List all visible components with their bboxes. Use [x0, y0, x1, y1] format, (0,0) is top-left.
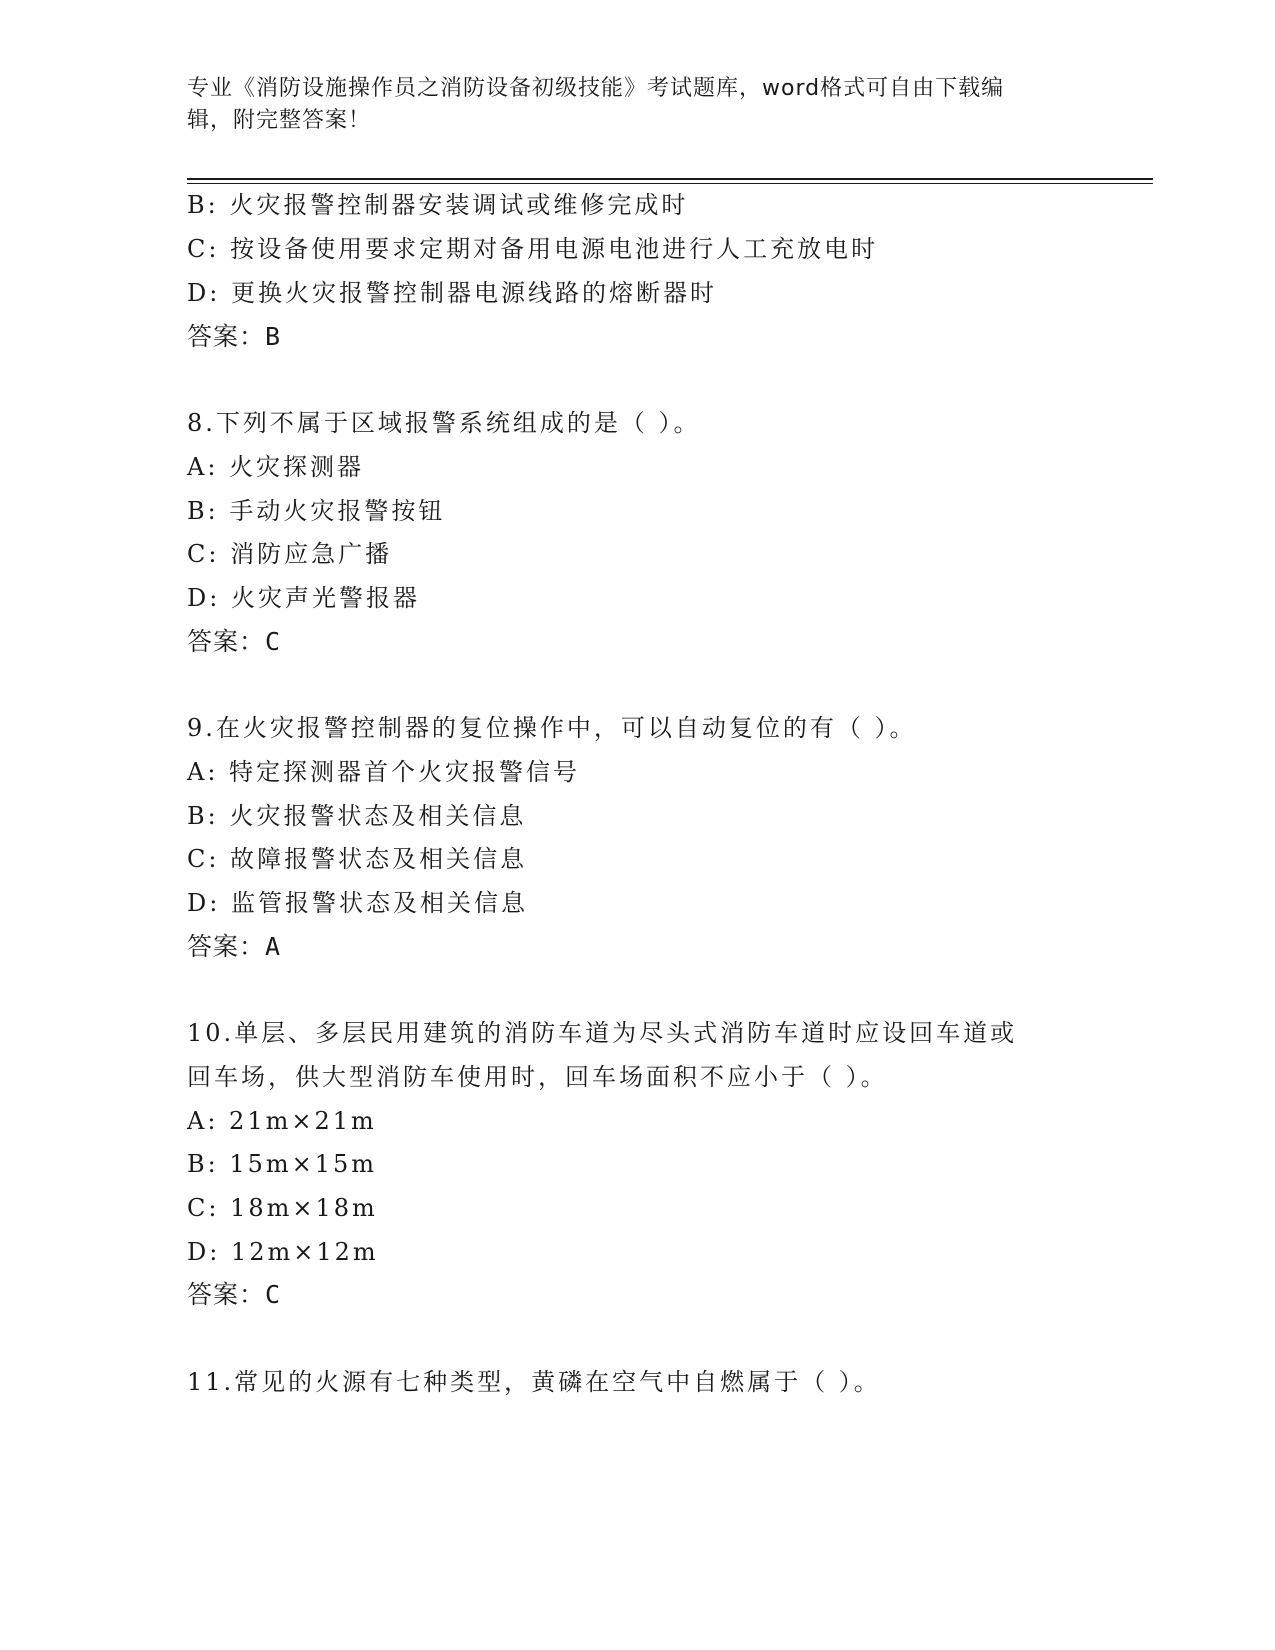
header-divider-thin	[187, 183, 1153, 184]
q8-option-c: C: 消防应急广播	[187, 540, 393, 568]
answer-value: B	[265, 322, 282, 351]
answer-value: C	[265, 627, 282, 656]
q10-stem-line-1: 10.单层、多层民用建筑的消防车道为尽头式消防车道时应设回车道或	[187, 1019, 1018, 1047]
header-line-2: 辑，附完整答案！	[187, 108, 372, 133]
q10-stem-line-2: 回车场，供大型消防车使用时，回车场面积不应小于（ ）。	[187, 1063, 888, 1091]
q8-option-b: B: 手动火灾报警按钮	[187, 497, 446, 525]
q9-answer	[187, 931, 281, 963]
q10-answer	[187, 1279, 281, 1311]
q8-stem: 8.下列不属于区域报警系统组成的是（ ）。	[187, 409, 701, 437]
q9-option-d: D: 监管报警状态及相关信息	[187, 889, 528, 917]
header-divider-thick	[187, 178, 1153, 180]
q8-option-d: D: 火灾声光警报器	[187, 584, 420, 612]
q7-option-c: C: 按设备使用要求定期对备用电源电池进行人工充放电时	[187, 235, 879, 263]
q7-option-d: D: 更换火灾报警控制器电源线路的熔断器时	[187, 279, 717, 307]
q8-answer	[187, 626, 281, 658]
q8-option-a: A: 火灾探测器	[187, 453, 365, 481]
q9-option-b: B: 火灾报警状态及相关信息	[187, 802, 527, 830]
answer-label: 答案：	[187, 322, 266, 351]
q10-option-c: C: 18m×18m	[187, 1194, 378, 1222]
answer-label: 答案：	[187, 627, 266, 656]
answer-label: 答案：	[187, 1280, 266, 1309]
q7-answer	[187, 321, 281, 353]
q10-option-d: D: 12m×12m	[187, 1238, 379, 1266]
q9-option-a: A: 特定探测器首个火灾报警信号	[187, 758, 581, 786]
document-header	[187, 73, 1067, 137]
q9-option-c: C: 故障报警状态及相关信息	[187, 845, 528, 873]
answer-label: 答案：	[187, 932, 266, 961]
q9-stem: 9.在火灾报警控制器的复位操作中，可以自动复位的有（ ）。	[187, 714, 917, 742]
header-line-1: 专业《消防设施操作员之消防设备初级技能》考试题库，word格式可自由下载编	[187, 76, 1005, 101]
answer-value: C	[265, 1280, 282, 1309]
q7-option-b: B: 火灾报警控制器安装调试或维修完成时	[187, 191, 689, 219]
q10-option-b: B: 15m×15m	[187, 1150, 378, 1178]
q11-stem: 11.常见的火源有七种类型，黄磷在空气中自燃属于（ ）。	[187, 1368, 881, 1396]
answer-value: A	[265, 932, 282, 961]
q10-option-a: A: 21m×21m	[187, 1107, 377, 1135]
